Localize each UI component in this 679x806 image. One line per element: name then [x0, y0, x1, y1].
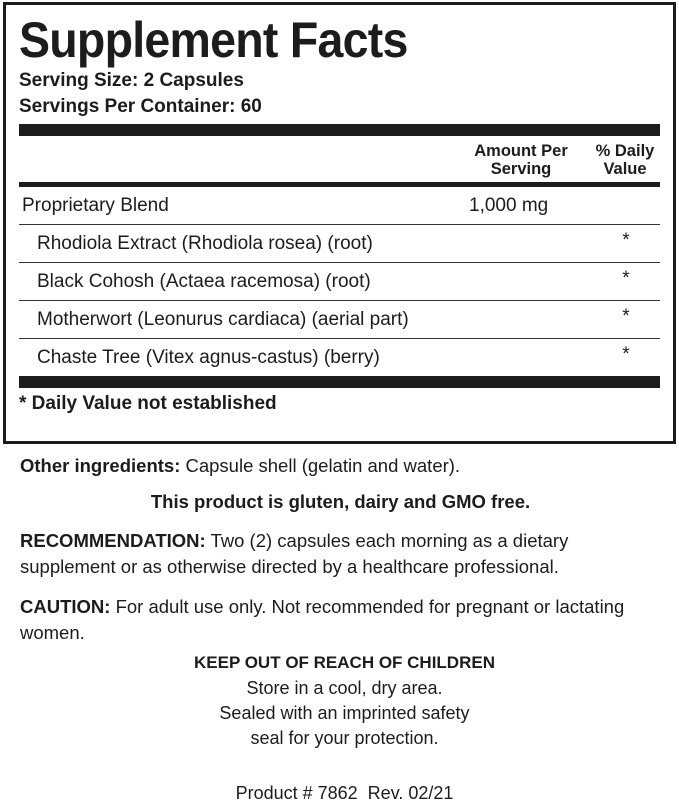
caution	[20, 594, 660, 646]
column-header-row	[19, 136, 660, 182]
ingredient-row-motherwort	[19, 301, 660, 339]
storage-line: Store in a cool, dry area.	[246, 678, 443, 698]
caution-text: For adult use only. Not recommended for pregnant or lactating women.	[20, 596, 625, 643]
supplement-facts-panel	[3, 2, 676, 444]
daily-value-footnote: * Daily Value not established	[19, 393, 277, 414]
ingredient-daily-value: *	[622, 268, 630, 289]
free-statement: This product is gluten, dairy and GMO free.	[150, 491, 531, 512]
top-divider-bar	[19, 124, 660, 136]
ingredient-row-chaste-tree	[19, 339, 660, 376]
other-ingredients-text: Capsule shell (gelatin and water).	[180, 455, 461, 476]
ingredient-daily-value: *	[622, 306, 630, 327]
servings-per-container: Servings Per Container: 60	[19, 96, 262, 117]
ingredient-name: Proprietary Blend	[22, 195, 169, 216]
ingredient-name: Rhodiola Extract (Rhodiola rosea) (root)	[37, 233, 373, 254]
other-ingredients	[20, 453, 660, 479]
ingredient-daily-value: *	[622, 230, 630, 251]
serving-size: Serving Size: 2 Capsules	[19, 70, 244, 91]
recommendation	[20, 528, 660, 580]
ingredient-daily-value: *	[622, 344, 630, 365]
keep-out-warning: KEEP OUT OF REACH OF CHILDREN	[194, 653, 495, 672]
ingredient-name: Motherwort (Leonurus cardiaca) (aerial part)	[37, 309, 409, 330]
storage-line: Sealed with an imprinted safety	[219, 703, 470, 723]
bottom-divider-bar	[19, 376, 660, 388]
ingredient-row-black-cohosh	[19, 263, 660, 301]
product-info: Product # 7862 Rev. 02/21	[235, 783, 454, 803]
recommendation-label: RECOMMENDATION:	[20, 530, 206, 551]
ingredient-row-rhodiola	[19, 225, 660, 263]
daily-value-header: % Daily Value	[595, 142, 655, 178]
panel-title: Supplement Facts	[19, 12, 408, 68]
ingredient-row-proprietary-blend	[19, 187, 660, 225]
ingredient-name: Black Cohosh (Actaea racemosa) (root)	[37, 271, 371, 292]
storage-line: seal for your protection.	[250, 728, 439, 748]
amount-per-serving-header: Amount Per Serving	[474, 142, 568, 178]
ingredient-amount: 1,000 mg	[469, 195, 549, 216]
recommendation-text: Two (2) capsules each morning as a dietary supplement or as otherwise directed by a healthcare professional.	[20, 530, 569, 577]
storage-instructions	[0, 676, 679, 751]
other-ingredients-label: Other ingredients:	[20, 455, 181, 476]
ingredient-name: Chaste Tree (Vitex agnus-castus) (berry)	[37, 347, 380, 368]
caution-label: CAUTION:	[20, 596, 111, 617]
